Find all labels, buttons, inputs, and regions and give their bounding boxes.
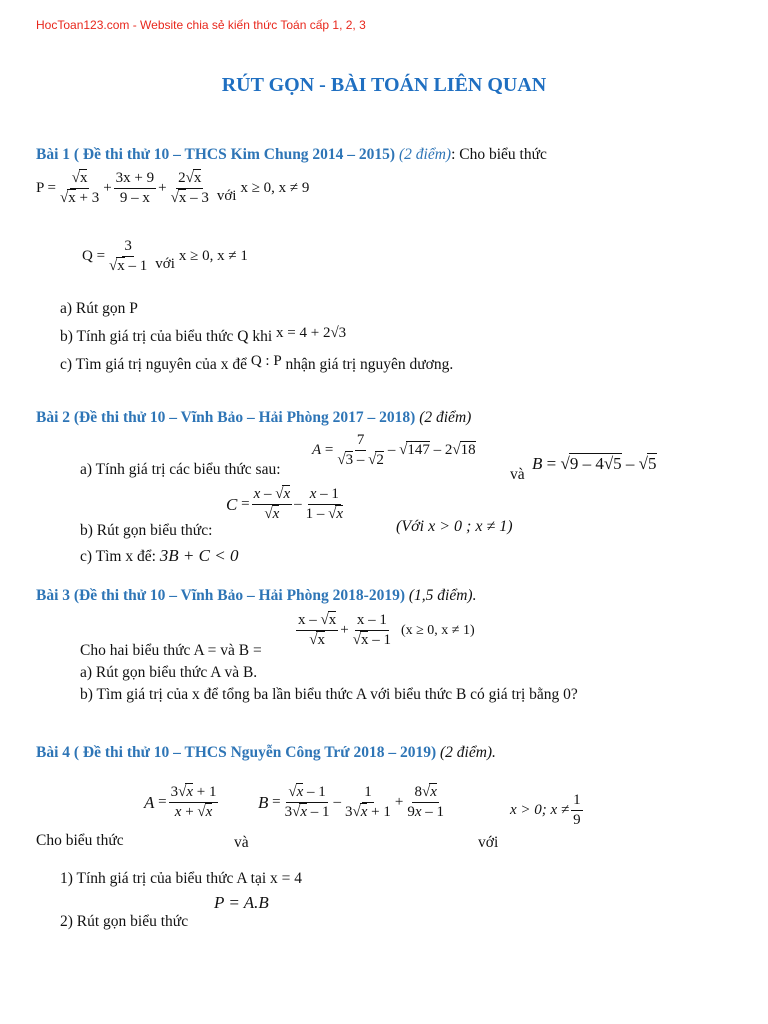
bai1-item-b: b) Tính giá trị của biểu thức Q khi x = 4 + 2√3 xyxy=(60,325,347,345)
bai4-item-1: 1) Tính giá trị của biểu thức A tại x = 4 xyxy=(60,870,302,887)
bai1-item-a: a) Rút gọn P xyxy=(60,300,138,317)
bai1-formula-Q: Q = $\frac{3}{√x - 1}$ với x ≥ 0, x ≠ 1 xyxy=(82,238,248,274)
bai2-item-a: a) Tính giá trị các biểu thức sau: xyxy=(80,461,281,478)
bai4-condition: x > 0; x ≠ 1 9 xyxy=(510,792,581,828)
bai4-formula-A: A = $\frac{3√x + 1}{x + √x}$ xyxy=(144,784,217,820)
bai2-formula-A: A = $\frac{7}{√3 - √2}$ – √147 – 2√18 xyxy=(312,432,476,468)
bai4-va: và xyxy=(234,834,249,851)
bai1-formula-P: P = $\frac{√x}{√x + 3}$ + $\frac{3x + 9}{9 - x}$ + $\frac{2√x}{√x - 3}$ với x ≥ 0, x ≠ 9 xyxy=(36,170,310,206)
bai1-item-c: c) Tìm giá trị nguyên của x để Q : P nhận giá trị nguyên dương. xyxy=(60,353,454,373)
bai1-heading: Bài 1 ( Đề thi thử 10 – THCS Kim Chung 2014 – 2015) (2 điểm): Cho biểu thức xyxy=(36,146,547,163)
bai2-heading: Bài 2 (Đề thi thử 10 – Vĩnh Bảo – Hải Phòng 2017 – 2018) (2 điểm) xyxy=(36,409,472,426)
site-header[interactable]: HocToan123.com - Website chia sẻ kiến thức Toán cấp 1, 2, 3 xyxy=(36,18,366,32)
bai4-formula-B: B = $\frac{√x - 1}{3√x - 1}$ – 1 3√x + 1 + $\frac{8√x}{9x - 1}$ xyxy=(258,784,445,820)
bai2-item-c: c) Tìm x để: 3B + C < 0 xyxy=(80,546,239,565)
bai4-heading: Bài 4 ( Đề thi thử 10 – THCS Nguyễn Công Trứ 2018 – 2019) (2 điểm). xyxy=(36,744,496,761)
bai3-item-a: a) Rút gọn biểu thức A và B. xyxy=(80,664,258,681)
bai4-lead: Cho biểu thức xyxy=(36,832,124,849)
page-title: RÚT GỌN - BÀI TOÁN LIÊN QUAN xyxy=(221,74,547,96)
bai3-line1: Cho hai biểu thức A = và B = xyxy=(80,642,262,659)
bai2-item-b: b) Rút gọn biểu thức: xyxy=(80,522,213,539)
bai3-item-b: b) Tìm giá trị của x để tổng ba lần biểu thức A với biểu thức B có giá trị bằng 0? xyxy=(80,686,578,703)
bai2-condition: (Với x > 0 ; x ≠ 1) xyxy=(396,518,513,535)
bai2-va: và xyxy=(510,466,525,483)
bai4-voi: với xyxy=(478,834,499,851)
bai3-heading: Bài 3 (Đề thi thử 10 – Vĩnh Bảo – Hải Phòng 2018-2019) (1,5 điểm). xyxy=(36,587,477,604)
bai4-item-2: 2) Rút gọn biểu thức xyxy=(60,913,189,930)
bai2-formula-C: C = $\frac{x - √x}{√x}$ – x – 1 1 – √x xyxy=(226,486,344,522)
bai4-item-2-formula: P = A.B xyxy=(214,893,269,912)
bai2-formula-B: B = √9 – 4√5 – √5 xyxy=(532,454,657,473)
bai3-formula-B: x – √x √x + $\frac{x - 1}{√x - 1}$ (x ≥ 0, x ≠ 1) xyxy=(298,612,475,648)
